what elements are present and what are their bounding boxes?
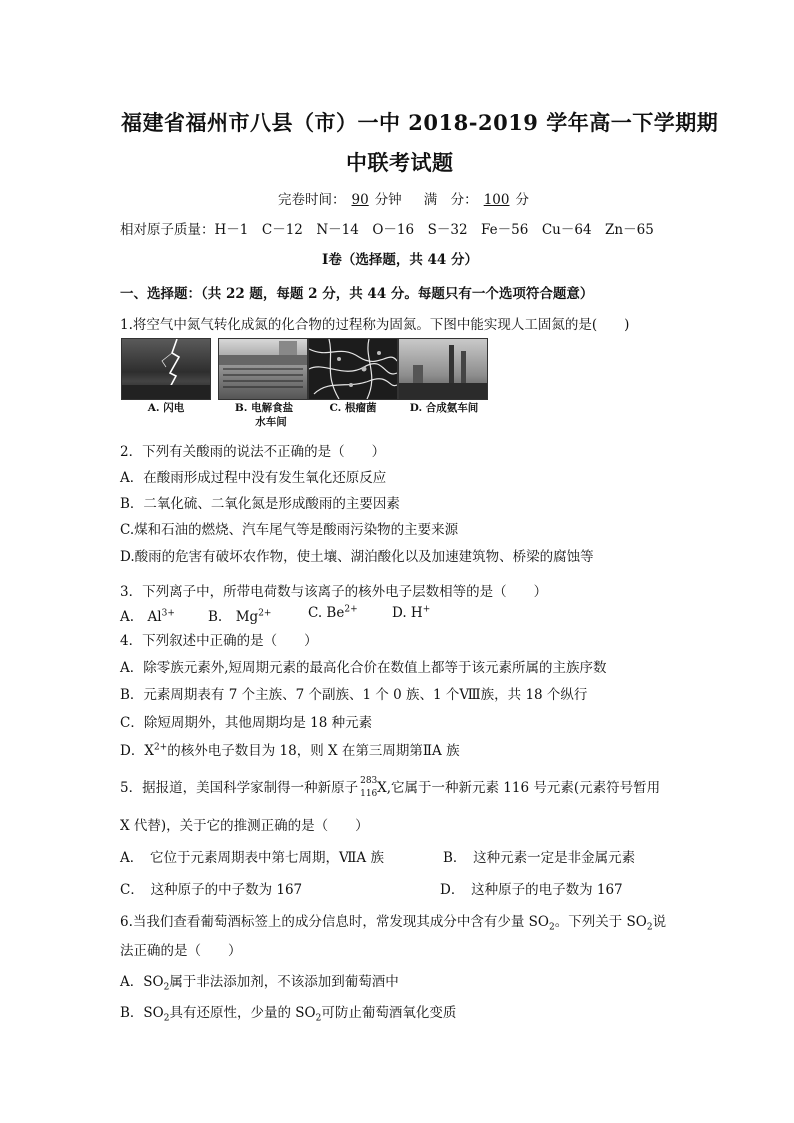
lightning-icon [122,339,210,399]
element-symbol: X [377,780,387,796]
q5-stem [120,775,661,799]
q3-c-charge: 2+ [344,604,358,615]
atomic-mass-line: 相对原子质量：H－1 C－12 N－14 O－16 S－32 Fe－56 Cu－64 Zn－65 [120,222,654,238]
q3-option-c [308,605,358,621]
q4-option-c: C．除短周期外，其他周期均是 18 种元素 [120,715,373,731]
q5-option-b: B． 这种元素一定是非金属元素 [443,850,636,866]
q5-stem-post: ,它属于一种新元素 116 号元素(元素符号暂用 [386,780,661,796]
q2-stem: 2．下列有关酸雨的说法不正确的是（ ） [120,444,386,460]
q6-a-pre: A．SO [120,974,164,990]
q1-caption-d: D. 合成氨车间 [409,402,479,414]
q5-option-d: D． 这种原子的电子数为 167 [440,882,623,898]
q6-stem-mid: 。下列关于 SO [554,914,647,930]
q6-b-post: 可防止葡萄酒氧化变质 [321,1005,457,1021]
q6-option-b [120,1001,457,1024]
q5-stem-line2: X 代替)，关于它的推测正确的是（ ） [120,818,369,834]
score-value: 100 [483,192,510,208]
q6-b-mid: 具有还原性，少量的 SO [169,1005,316,1021]
q6-stem-pre: 6.当我们查看葡萄酒标签上的成分信息时，常发现其成分中含有少量 SO [120,914,549,930]
q2-option-c: C.煤和石油的燃烧、汽车尾气等是酸雨污染物的主要来源 [120,522,459,538]
q3-option-b [208,605,271,625]
q1-stem: 1.将空气中氮气转化成氮的化合物的过程称为固氮。下图中能实现人工固氮的是( ) [120,317,630,333]
lightning-image [121,338,211,400]
chimney-icon [399,339,487,399]
electrolysis-plant-image [218,338,308,400]
title-line-1: 福建省福州市八县（市）一中 2018-2019 学年高一下学期期 [121,110,719,135]
factory-icon [219,339,307,399]
q6-b-pre: B．SO [120,1005,164,1021]
part-heading: 一、选择题：（共 22 题，每题 2 分，共 44 分。每题只有一个选项符合题意） [120,286,594,302]
ammonia-plant-image [398,338,488,400]
section-title: Ⅰ卷（选择题，共 44 分） [322,252,479,268]
time-value: 90 [351,192,369,208]
q3-b-charge: 2+ [258,608,272,619]
q1-caption-b [214,400,314,429]
q6-stem-line2: 法正确的是（ ） [120,943,242,959]
q6-a-sub: 2 [163,982,170,993]
q3-c-text: C. Be [308,605,345,621]
q3-d-text: D. H [392,605,423,621]
nuclide-notation [358,775,378,799]
q3-d-charge: + [422,604,431,615]
q4-d-pre: D．X [120,743,154,759]
q6-sub-2: 2 [646,922,653,933]
q1-caption-a: A. 闪电 [147,402,185,414]
exam-info [278,188,529,208]
q1-caption-b-line1: B. 电解食盐 [234,402,294,414]
q6-stem-post: 说 [652,914,667,930]
time-unit: 分钟 [374,192,402,208]
score-label: 满 分： [423,192,478,208]
title-line-2: 中联考试题 [346,150,454,175]
q3-stem: 3．下列离子中，所带电荷数与该离子的核外电子层数相等的是（ ） [120,584,548,600]
mass-number: 283 [360,775,378,786]
q5-option-c: C． 这种原子的中子数为 167 [120,882,303,898]
q2-option-d: D.酸雨的危害有破坏农作物，使土壤、湖泊酸化以及加速建筑物、桥梁的腐蚀等 [120,549,594,565]
q3-a-charge: 3+ [161,608,175,619]
q4-option-a: A．除零族元素外,短周期元素的最高化合价在数值上都等于该元素所属的主族序数 [120,660,607,676]
q4-stem: 4．下列叙述中正确的是（ ） [120,633,318,649]
q1-caption-b-line2: 水车间 [255,416,287,428]
q4-d-charge: 2+ [153,742,168,753]
q3-a-text: A. Al [120,609,162,625]
q6-option-a [120,970,399,993]
q4-option-b: B．元素周期表有 7 个主族、7 个副族、1 个 0 族、1 个Ⅷ族，共 18 个纵行 [120,687,588,703]
q4-option-d [120,739,460,759]
time-label: 完卷时间： [278,192,346,208]
score-unit: 分 [515,192,529,208]
q5-option-a: A． 它位于元素周期表中第七周期，ⅦA 族 [120,850,384,866]
q3-option-a [120,605,175,625]
q5-stem-pre: 5．据报道，美国科学家制得一种新原子 [120,780,359,796]
q3-option-d [392,605,430,621]
q6-a-post: 属于非法添加剂，不该添加到葡萄酒中 [169,974,399,990]
q2-option-b: B．二氧化硫、二氧化氮是形成酸雨的主要因素 [120,496,400,512]
q6-stem [120,910,667,933]
q2-option-a: A．在酸雨形成过程中没有发生氧化还原反应 [120,470,387,486]
root-nodule-image [308,338,398,400]
q6-sub-1: 2 [549,922,555,933]
q1-caption-c: C. 根瘤菌 [329,402,377,414]
q4-d-post: 的核外电子数目为 18，则 X 在第三周期第ⅡA 族 [167,743,460,759]
roots-icon [309,339,397,399]
q6-b-sub-2: 2 [315,1013,322,1024]
atomic-number: 116 [360,788,378,799]
q6-b-sub-1: 2 [163,1013,170,1024]
q3-b-text: B. Mg [208,609,259,625]
